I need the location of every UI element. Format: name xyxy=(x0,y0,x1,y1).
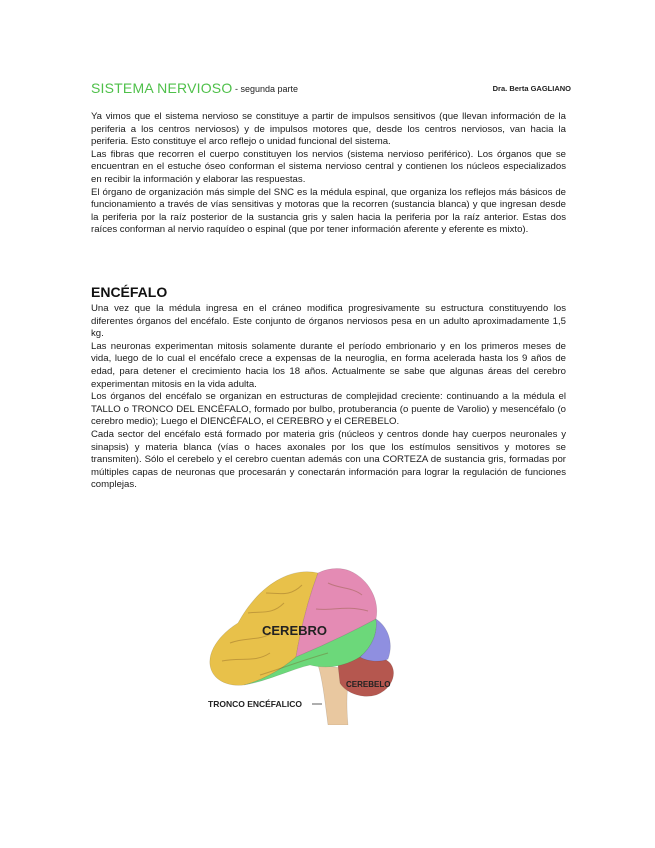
label-cerebelo: CEREBELO xyxy=(346,680,391,689)
paragraph: Los órganos del encéfalo se organizan en estructuras de complejidad creciente: continuando a la médula el TALLO o TRONCO DEL ENCÉFALO, formado por bulbo, protuberancia (o puente de Varolio) y mesencéfalo (o cerebro medio); Luego el DIENCÉFALO, el CEREBRO y el CEREBELO. xyxy=(91,391,566,428)
paragraph: El órgano de organización más simple del SNC es la médula espinal, que organiza los reflejos más básicos de funcionamiento a través de vías sensitivas y motoras que la recorren (sustancia blanca) y que ingresan desde la periferia por la raíz posterior de la sustancia gris y salen hacia la periferia por la raíz anterior. Estas dos raíces conforman al nervio raquídeo o espinal (que por tener información aferente y eferente es mixto). xyxy=(91,186,566,236)
label-tronco: TRONCO ENCÉFALICO xyxy=(208,699,302,709)
paragraph: Una vez que la médula ingresa en el cráneo modifica progresivamente su estructura constituyendo los diferentes órganos del encéfalo. Este conjunto de órganos nerviosos pesa en un adulto aproximadamente 1,5 kg. xyxy=(91,303,566,340)
brain-illustration xyxy=(200,553,405,725)
document-subtitle: - segunda parte xyxy=(235,84,299,94)
paragraph: Cada sector del encéfalo está formado por materia gris (núcleos y centros donde hay cuerpos neuronales y sinapsis) y materia blanca (vías o haces axonales por los que los estímulos sensitivos y motores se transmiten). Sólo el cerebelo y el cerebro cuentan además con una CORTEZA de sustancia gris, formadas por múltiples capas de neuronas que procesarán y conectarán información para lograr la regulación de funciones complejas. xyxy=(91,428,566,491)
label-cerebro: CEREBRO xyxy=(262,623,328,638)
paragraph: Ya vimos que el sistema nervioso se constituye a partir de impulsos sensitivos (que llevan información de la periferia a los centros nerviosos) y de impulsos motores que, desde los centros nerviosos, van hacia la periferia. Esto constituye el arco reflejo o unidad funcional del sistema. xyxy=(91,111,566,148)
section-heading: ENCÉFALO xyxy=(91,284,168,300)
paragraph: Las fibras que recorren el cuerpo constituyen los nervios (sistema nervioso periférico). Los órganos que se encuentran en el estuche óseo conforman el sistema nervioso central y contienen los núcleos especializados en recibir la información y elaborar las respuestas. xyxy=(91,148,566,185)
document-author: Dra. Berta GAGLIANO xyxy=(492,84,571,93)
intro-text xyxy=(91,111,566,237)
document-title: SISTEMA NERVIOSO xyxy=(91,80,233,96)
document-header xyxy=(91,80,571,98)
section-text xyxy=(91,303,566,492)
paragraph: Las neuronas experimentan mitosis solamente durante el período embrionario y en los primeros meses de vida, luego de lo cual el encéfalo crece a expensas de la neuroglia, en forma acelerada hasta los 9 años de edad, para detener el crecimiento hacia los 18 años. Actualmente se sabe que algunas áreas del cerebro experimentan mitosis en la vida adulta. xyxy=(91,340,566,390)
brain-figure xyxy=(200,553,405,725)
